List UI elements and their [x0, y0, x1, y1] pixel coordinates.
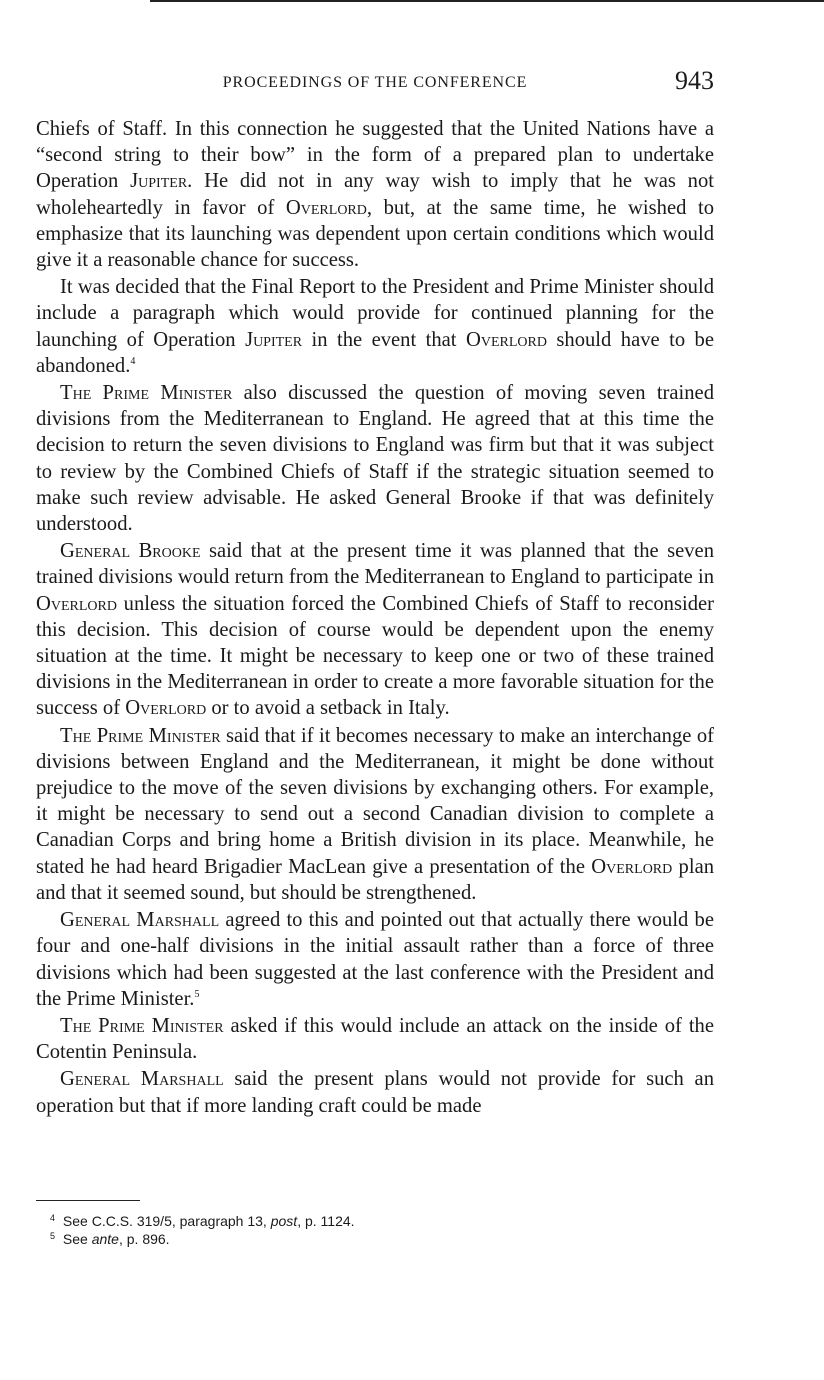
body-paragraph: [36, 538, 714, 721]
small-caps-name: Overlord: [285, 196, 367, 219]
small-caps-name: Jupiter: [130, 170, 188, 193]
page-number: 943: [675, 66, 714, 95]
footnote-rule: [36, 1200, 140, 1201]
body-text: [36, 116, 714, 1120]
small-caps-name: Overlord: [125, 697, 207, 720]
top-border-rule: [150, 0, 824, 2]
small-caps-name: Overlord: [36, 592, 117, 615]
small-caps-name: Jupiter: [245, 328, 303, 351]
footnote-ref: 5: [194, 988, 200, 1000]
text-run: , p. 896.: [118, 1231, 170, 1247]
running-head-title: PROCEEDINGS OF THE CONFERENCE: [222, 74, 528, 91]
text-run: Chiefs of Staff. In this connection he suggested that the United Nations have a “second string to their bow” in the form of a prepared plan to undertake Operation: [36, 118, 714, 193]
text-run: See C.C.S. 319/5, paragraph 13,: [59, 1213, 271, 1229]
footnote: [36, 1230, 714, 1248]
text-run: , but, at the same time, he wished to emphasize that its launching was dependent upon certain conditions which would give it a reasonable chance for success.: [36, 196, 714, 272]
small-caps-name: General Brooke: [60, 540, 201, 563]
footnote-number: 5: [50, 1231, 56, 1241]
text-run: in the event that: [302, 328, 466, 351]
italic-text: post: [270, 1213, 298, 1229]
footnotes: [36, 1212, 714, 1248]
italic-text: ante: [91, 1231, 119, 1247]
text-run: plan and that it seemed sound, but should be strengthened.: [36, 855, 715, 904]
text-run: also discussed the question of moving seven trained divisions from the Mediterranean to England. He agreed that at this time the decision to return the seven divisions to England was firm but that it was subject to review by the Combined Chiefs of Staff if the strategic situation seemed to make such review advisable. He asked General Brooke if that was definitely understood.: [36, 382, 714, 536]
small-caps-name: The Prime Minister: [60, 382, 233, 405]
text-run: asked if this would include an attack on the inside of the Cotentin Peninsula.: [36, 1014, 714, 1064]
body-paragraph: [36, 274, 714, 379]
small-caps-name: General Marshall: [60, 909, 220, 932]
text-run: said the present plans would not provide for such an operation but that if more landing craft could be made: [36, 1068, 714, 1117]
small-caps-name: General Marshall: [60, 1068, 224, 1091]
footnote-ref: 4: [130, 355, 136, 367]
body-paragraph: [36, 380, 714, 537]
body-paragraph: [36, 1013, 714, 1065]
body-paragraph: [36, 907, 714, 1012]
small-caps-name: The Prime Minister: [60, 724, 221, 747]
small-caps-name: Overlord: [465, 328, 547, 351]
body-paragraph: [36, 116, 714, 273]
text-run: See: [59, 1231, 92, 1247]
text-run: . He did not in any way wish to imply that he was not wholeheartedly in favor of: [36, 170, 714, 219]
body-paragraph: [36, 723, 714, 906]
small-caps-name: The Prime Minister: [60, 1014, 224, 1037]
footnote: [36, 1212, 714, 1230]
text-run: agreed to this and pointed out that actually there would be four and one-half divisions in the initial assault rather than a force of three divisions which had been suggested at the last conference with the President and the Prime Minister.: [36, 909, 714, 1010]
text-run: or to avoid a setback in Italy.: [206, 697, 450, 720]
running-head: [36, 66, 714, 100]
body-paragraph: [36, 1066, 714, 1118]
small-caps-name: Overlord: [591, 855, 673, 878]
text-run: said that if it becomes necessary to make an interchange of divisions between England and the Mediterranean, it might be done without prejudice to the move of the seven divisions by exchanging others. For example, it might be necessary to send out a second Canadian division to complete a Canadian Corps and bring home a British division in its place. Meanwhile, he stated he had heard Brigadier MacLean give a presentation of the: [36, 724, 714, 878]
footnote-number: 4: [50, 1213, 56, 1223]
text-run: It was decided that the Final Report to the President and Prime Minister should include a paragraph which would provide for continued planning for the launching of Operation: [36, 276, 714, 351]
text-run: said that at the present time it was planned that the seven trained divisions would return from the Mediterranean to England to participate in: [36, 540, 714, 589]
text-run: should have to be abandoned.: [36, 328, 714, 377]
text-run: unless the situation forced the Combined Chiefs of Staff to reconsider this decision. This decision of course would be dependent upon the enemy situation at the time. It might be necessary to keep one or two of these trained divisions in the Mediterranean in order to create a more favorable situation for the success of: [36, 592, 714, 720]
text-run: , p. 1124.: [297, 1213, 355, 1229]
